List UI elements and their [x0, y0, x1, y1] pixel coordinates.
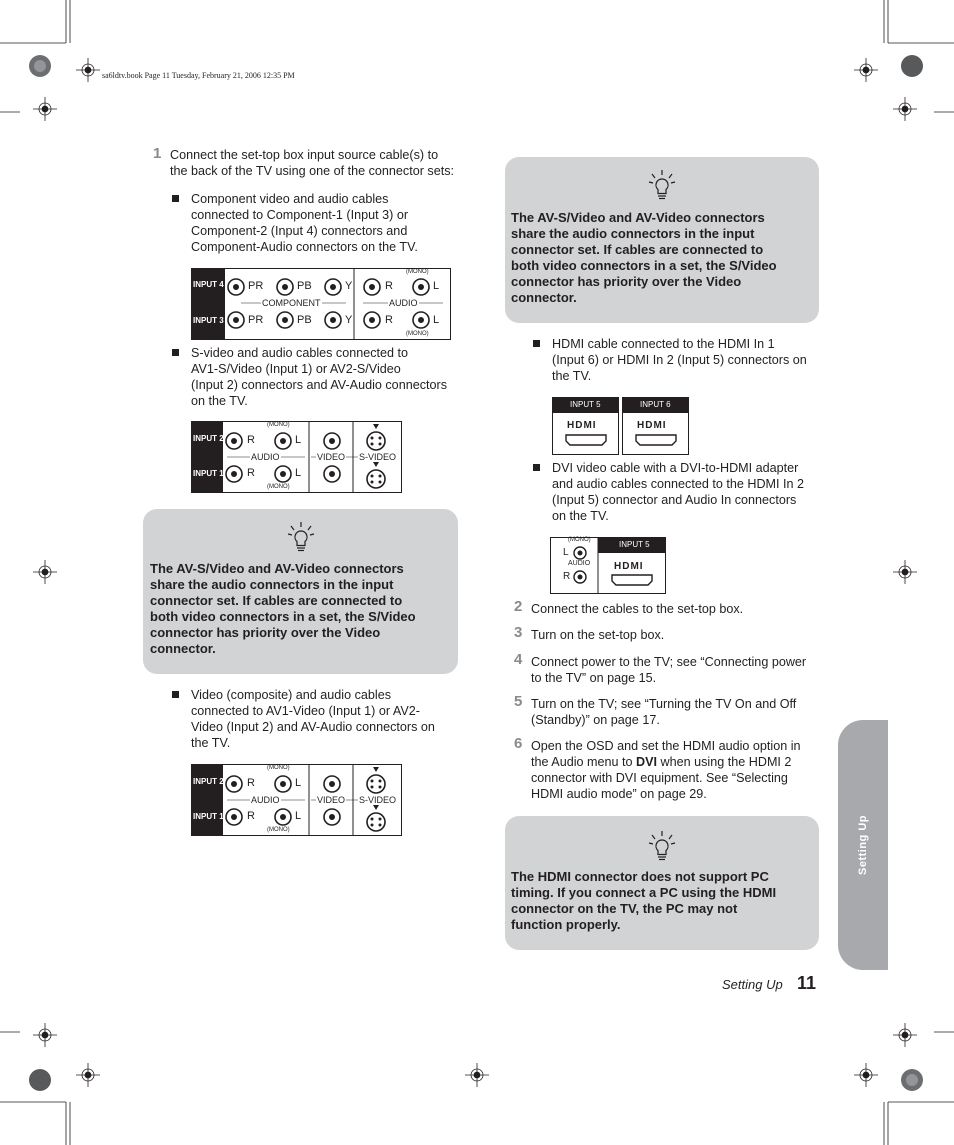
dvi-connector-diagram	[550, 537, 666, 594]
group-label: COMPONENT	[262, 298, 321, 308]
mono-label: (MONO)	[406, 269, 429, 275]
bullet-icon	[172, 349, 179, 356]
lightbulb-icon	[287, 521, 315, 553]
input-label: INPUT 5	[619, 540, 650, 549]
step-text: Open the OSD and set the HDMI audio option in the Audio menu to DVI when using the HDMI 2 connector with DVI equipment. See “Selecting HDMI audio mode” on page 29.	[531, 739, 801, 801]
connector-label: R	[563, 571, 571, 582]
mono-label: (MONO)	[267, 422, 290, 428]
bullet-icon	[533, 340, 540, 347]
connector-label: PB	[297, 280, 312, 292]
connector-label: L	[563, 547, 569, 558]
bullet-icon	[172, 195, 179, 202]
step-number: 5	[514, 693, 523, 710]
step-text: Connect the cables to the set-top box.	[531, 602, 744, 616]
mono-label: (MONO)	[267, 765, 290, 771]
mono-label: (MONO)	[267, 827, 290, 833]
note-box	[505, 157, 819, 323]
connector-label: PR	[248, 280, 264, 292]
bullet-text-hdmi: HDMI cable connected to the HDMI In 1 (Input 6) or HDMI In 2 (Input 5) connectors on the TV.	[552, 337, 807, 383]
note-text: The AV-S/Video and AV-Video connectors share the audio connectors in the input connector set. If cables are connected to both video connectors in a set, the S/Video connector has priority over the Video connector.	[511, 210, 777, 305]
input-label: INPUT 2	[193, 777, 224, 786]
group-label: S-VIDEO	[359, 452, 397, 462]
bullet-icon	[533, 464, 540, 471]
input-label: INPUT 4	[193, 280, 224, 289]
bullet-text-composite: Video (composite) and audio cables connected to AV1-Video (Input 1) or AV2- Video (Input 2) and AV-Audio connectors on the TV.	[191, 688, 435, 750]
connector-label: L	[295, 434, 302, 446]
note-text: The HDMI connector does not support PC timing. If you connect a PC using the HDMI connector on the TV, the PC may not function properly.	[511, 869, 777, 932]
connector-label: L	[295, 777, 302, 789]
footer-section-label: Setting Up	[722, 977, 783, 992]
hdmi-logo: HDMI	[614, 561, 644, 572]
connector-label: R	[385, 280, 393, 292]
group-label: AUDIO	[251, 795, 280, 805]
group-label: VIDEO	[317, 795, 346, 805]
input-label: INPUT 1	[193, 812, 224, 821]
connector-label: R	[247, 810, 255, 822]
connector-label: PR	[248, 314, 264, 326]
note-text: The AV-S/Video and AV-Video connectors share the audio connectors in the input connector set. If cables are connected to both video connectors in a set, the S/Video connector has priority over the Video connector.	[150, 561, 416, 656]
step-number: 2	[514, 598, 523, 615]
connector-label: L	[295, 467, 302, 479]
connector-label: R	[247, 467, 255, 479]
bullet-text-dvi: DVI video cable with a DVI-to-HDMI adapter and audio cables connected to the HDMI In 2 (Input 5) connector and Audio In connectors on the TV.	[552, 461, 805, 523]
lightbulb-icon	[648, 830, 676, 862]
note-box	[143, 509, 458, 674]
group-label: AUDIO	[389, 298, 418, 308]
step-number: 1	[153, 145, 162, 162]
step-text: Turn on the set-top box.	[531, 628, 665, 642]
section-tab-label: Setting Up	[857, 815, 869, 875]
connector-label: R	[247, 434, 255, 446]
note-box	[505, 816, 819, 950]
input-label: INPUT 1	[193, 469, 224, 478]
step-number: 4	[514, 651, 523, 668]
av-connector-diagram	[191, 421, 402, 493]
group-label: VIDEO	[317, 452, 346, 462]
connector-label: L	[433, 314, 440, 326]
step-number: 6	[514, 735, 523, 752]
page-number: 11	[797, 973, 817, 993]
mono-label: (MONO)	[568, 537, 591, 543]
group-label: S-VIDEO	[359, 795, 397, 805]
lightbulb-icon	[648, 169, 676, 201]
connector-label: R	[247, 777, 255, 789]
hdmi-connector-diagram	[552, 397, 689, 455]
mono-label: (MONO)	[406, 331, 429, 337]
step-text: Turn on the TV; see “Turning the TV On and Off (Standby)” on page 17.	[531, 697, 797, 727]
bullet-text-svideo: S-video and audio cables connected to AV1-S/Video (Input 1) or AV2-S/Video (Input 2) connectors and AV-Audio connectors on the TV.	[191, 346, 447, 408]
step-text: Connect power to the TV; see “Connecting power to the TV” on page 15.	[531, 655, 807, 685]
hdmi-logo: HDMI	[567, 420, 597, 431]
connector-label: L	[295, 810, 302, 822]
step-text: Connect the set-top box input source cable(s) to the back of the TV using one of the connector sets:	[170, 148, 455, 178]
connector-label: PB	[297, 314, 312, 326]
bullet-text-component: Component video and audio cables connected to Component-1 (Input 3) or Component-2 (Input 4) connectors and Component-Audio connectors on the TV.	[191, 192, 418, 254]
input-label: INPUT 5	[570, 400, 601, 409]
book-file-line: sa6ldtv.book Page 11 Tuesday, February 21, 2006 12:35 PM	[102, 71, 295, 80]
input-label: INPUT 6	[640, 400, 671, 409]
group-label: AUDIO	[251, 452, 280, 462]
connector-label: L	[433, 280, 440, 292]
bullet-icon	[172, 691, 179, 698]
group-label: AUDIO	[568, 560, 591, 567]
step-number: 3	[514, 624, 523, 641]
component-connector-diagram	[191, 268, 451, 340]
connector-label: Y	[345, 280, 353, 292]
input-label: INPUT 2	[193, 434, 224, 443]
av-connector-diagram	[191, 764, 402, 836]
connector-label: Y	[345, 314, 353, 326]
hdmi-logo: HDMI	[637, 420, 667, 431]
connector-label: R	[385, 314, 393, 326]
input-label: INPUT 3	[193, 316, 224, 325]
mono-label: (MONO)	[267, 484, 290, 490]
